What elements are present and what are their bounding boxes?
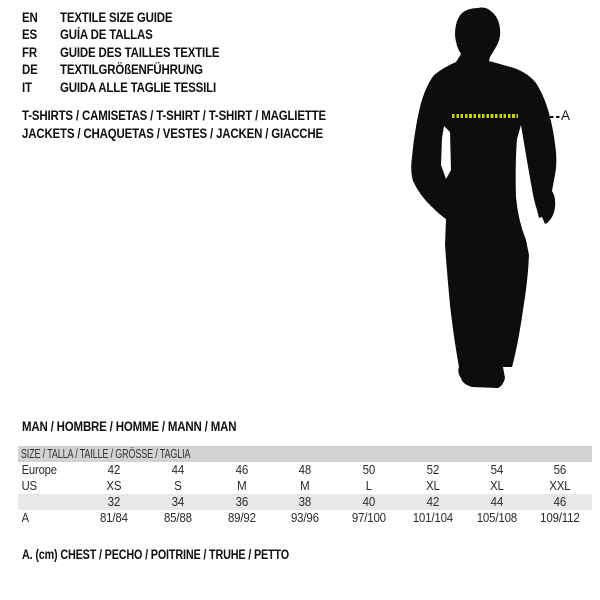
measure-label-a: A bbox=[561, 108, 571, 123]
row-label: A bbox=[21, 511, 29, 525]
language-label: TEXTILE SIZE GUIDE bbox=[60, 10, 173, 25]
language-code: IT bbox=[22, 79, 32, 95]
table-row-europe bbox=[18, 462, 592, 478]
size-value: 44 bbox=[490, 495, 503, 509]
category-line-tshirts: T-SHIRTS / CAMISETAS / T-SHIRT / T-SHIRT / MAGLIETTE bbox=[22, 108, 326, 123]
size-value: 97/100 bbox=[351, 511, 386, 525]
size-value: 109/112 bbox=[540, 511, 580, 525]
row-label: Europe bbox=[21, 463, 57, 477]
size-value: XL bbox=[425, 479, 440, 493]
chest-measure-line bbox=[452, 114, 518, 118]
table-row-us-numeric bbox=[18, 494, 592, 510]
size-value: 46 bbox=[553, 495, 567, 509]
size-value: L bbox=[365, 479, 372, 493]
language-code: DE bbox=[22, 62, 38, 78]
size-value: 40 bbox=[362, 495, 376, 509]
measure-line-extension bbox=[544, 116, 561, 119]
size-value: 81/84 bbox=[99, 511, 128, 525]
size-value: 50 bbox=[362, 463, 376, 477]
category-line-jackets: JACKETS / CHAQUETAS / VESTES / JACKEN / GIACCHE bbox=[22, 126, 324, 141]
size-value: 48 bbox=[298, 463, 312, 477]
size-value: 38 bbox=[298, 495, 312, 509]
size-value: 42 bbox=[107, 463, 121, 477]
table-row-us bbox=[18, 478, 592, 494]
man-silhouette-figure bbox=[410, 5, 560, 395]
size-table-header-label: SIZE / TALLA / TAILLE / GRÖSSE / TAGLIA bbox=[20, 447, 191, 461]
size-value: 85/88 bbox=[163, 511, 192, 525]
row-label bbox=[18, 494, 76, 510]
row-label: US bbox=[21, 479, 37, 493]
size-value: 44 bbox=[171, 463, 184, 477]
language-code: ES bbox=[22, 27, 37, 43]
size-value: 34 bbox=[171, 495, 184, 509]
man-silhouette-shape bbox=[411, 8, 556, 389]
language-code: FR bbox=[22, 44, 37, 60]
garment-categories bbox=[22, 107, 380, 143]
size-value: XL bbox=[489, 479, 504, 493]
size-table bbox=[18, 446, 592, 526]
size-value: 36 bbox=[235, 495, 248, 509]
size-value: 42 bbox=[426, 495, 439, 509]
size-value: 93/96 bbox=[291, 511, 320, 525]
size-value: 89/92 bbox=[227, 511, 256, 525]
size-value: 101/104 bbox=[412, 511, 453, 525]
size-value: 54 bbox=[490, 463, 503, 477]
size-table-header-row bbox=[18, 446, 592, 462]
language-label: GUIDA ALLE TAGLIE TESSILI bbox=[60, 79, 216, 95]
measurement-footnote: A. (cm) CHEST / PECHO / POITRINE / TRUHE / PETTO bbox=[22, 547, 289, 562]
language-label: TEXTILGRÖßENFÜHRUNG bbox=[60, 62, 203, 78]
size-value: 52 bbox=[426, 463, 439, 477]
size-value: M bbox=[236, 479, 247, 493]
language-code: EN bbox=[22, 10, 38, 25]
size-value: 105/108 bbox=[476, 511, 517, 525]
size-value: XS bbox=[106, 479, 122, 493]
section-title-man: MAN / HOMBRE / HOMME / MANN / MAN bbox=[22, 419, 237, 434]
size-value: XXL bbox=[549, 479, 571, 493]
size-value: S bbox=[173, 479, 182, 493]
size-value: 56 bbox=[553, 463, 567, 477]
size-value: 32 bbox=[107, 495, 121, 509]
table-row-chest-cm bbox=[18, 510, 592, 526]
language-label: GUÍA DE TALLAS bbox=[60, 27, 153, 43]
size-value: 46 bbox=[235, 463, 248, 477]
language-label: GUIDE DES TAILLES TEXTILE bbox=[60, 44, 220, 60]
size-value: M bbox=[300, 479, 310, 493]
